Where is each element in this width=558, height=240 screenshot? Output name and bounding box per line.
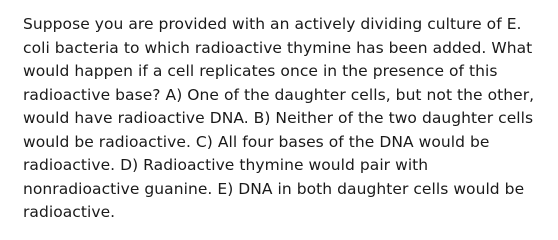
question-text	[23, 13, 551, 225]
question-line: would be radioactive. C) All four bases of the DNA would be	[23, 132, 490, 151]
question-line: would have radioactive DNA. B) Neither of the two daughter cells	[23, 109, 534, 127]
question-line: radioactive base? A) One of the daughter cells, but not the other,	[23, 85, 535, 104]
question-line: would happen if a cell replicates once in the presence of this	[23, 62, 498, 80]
question-line: coli bacteria to which radioactive thymine has been added. What	[23, 38, 533, 57]
question-line: radioactive. D) Radioactive thymine would pair with	[23, 156, 429, 174]
question-line: radioactive.	[23, 203, 116, 221]
question-line: Suppose you are provided with an actively dividing culture of E.	[23, 15, 522, 33]
question-line: nonradioactive guanine. E) DNA in both daughter cells would be	[23, 179, 525, 198]
